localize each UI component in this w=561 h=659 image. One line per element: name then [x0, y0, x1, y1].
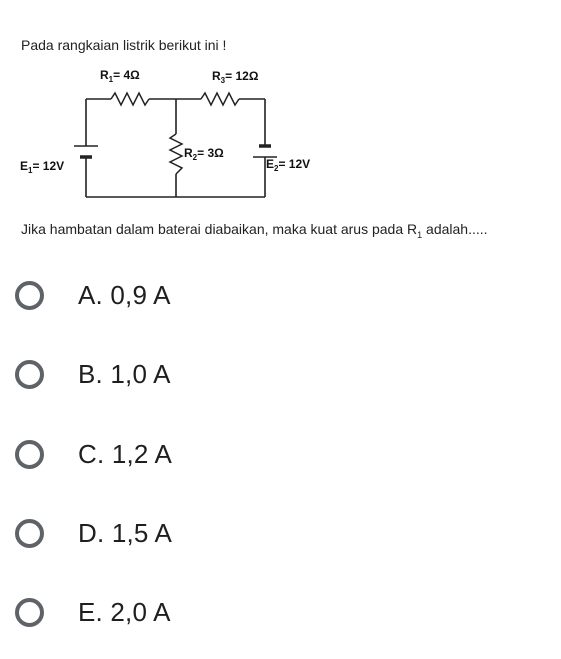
radio-circle-icon[interactable] [15, 360, 44, 389]
e2-label: $E_2= 12V$ [266, 157, 311, 173]
r1-resistor [111, 93, 149, 105]
option-c[interactable] [15, 434, 172, 474]
question-intro: Pada rangkaian listrik berikut ini ! [21, 37, 227, 53]
r2-label: $R_2= 3\Omega$ [184, 146, 224, 162]
option-e-label[interactable]: E. 2,0 A [78, 596, 171, 627]
question-text-suffix: adalah..... [422, 221, 488, 237]
option-a[interactable] [15, 275, 171, 315]
radio-circle-icon[interactable] [15, 598, 44, 627]
r3-label: $R_3= 12\Omega$ [212, 69, 259, 85]
e1-label: $E_1= 12V$ [20, 159, 65, 175]
question-text-prefix: Jika hambatan dalam baterai diabaikan, maka kuat arus pada R [21, 221, 418, 237]
r2-resistor [170, 134, 182, 174]
option-d-label[interactable]: D. 1,5 A [78, 517, 173, 548]
question-text [21, 221, 488, 240]
question-text-subscript: 1 [417, 229, 423, 240]
e2-battery [253, 146, 277, 157]
option-d[interactable] [15, 513, 172, 553]
radio-circle-icon[interactable] [15, 281, 44, 310]
radio-circle-icon[interactable] [15, 440, 44, 469]
option-a-label[interactable]: A. 0,9 A [78, 279, 171, 310]
option-e[interactable] [15, 592, 171, 632]
r1-label: $R_1= 4\Omega$ [100, 68, 140, 84]
radio-circle-icon[interactable] [15, 519, 44, 548]
r3-resistor [201, 93, 239, 105]
option-b-label[interactable]: B. 1,0 A [78, 358, 171, 389]
circuit-diagram [0, 0, 561, 210]
option-c-label[interactable]: C. 1,2 A [78, 438, 173, 469]
e1-battery [74, 146, 98, 157]
option-b[interactable] [15, 354, 171, 394]
